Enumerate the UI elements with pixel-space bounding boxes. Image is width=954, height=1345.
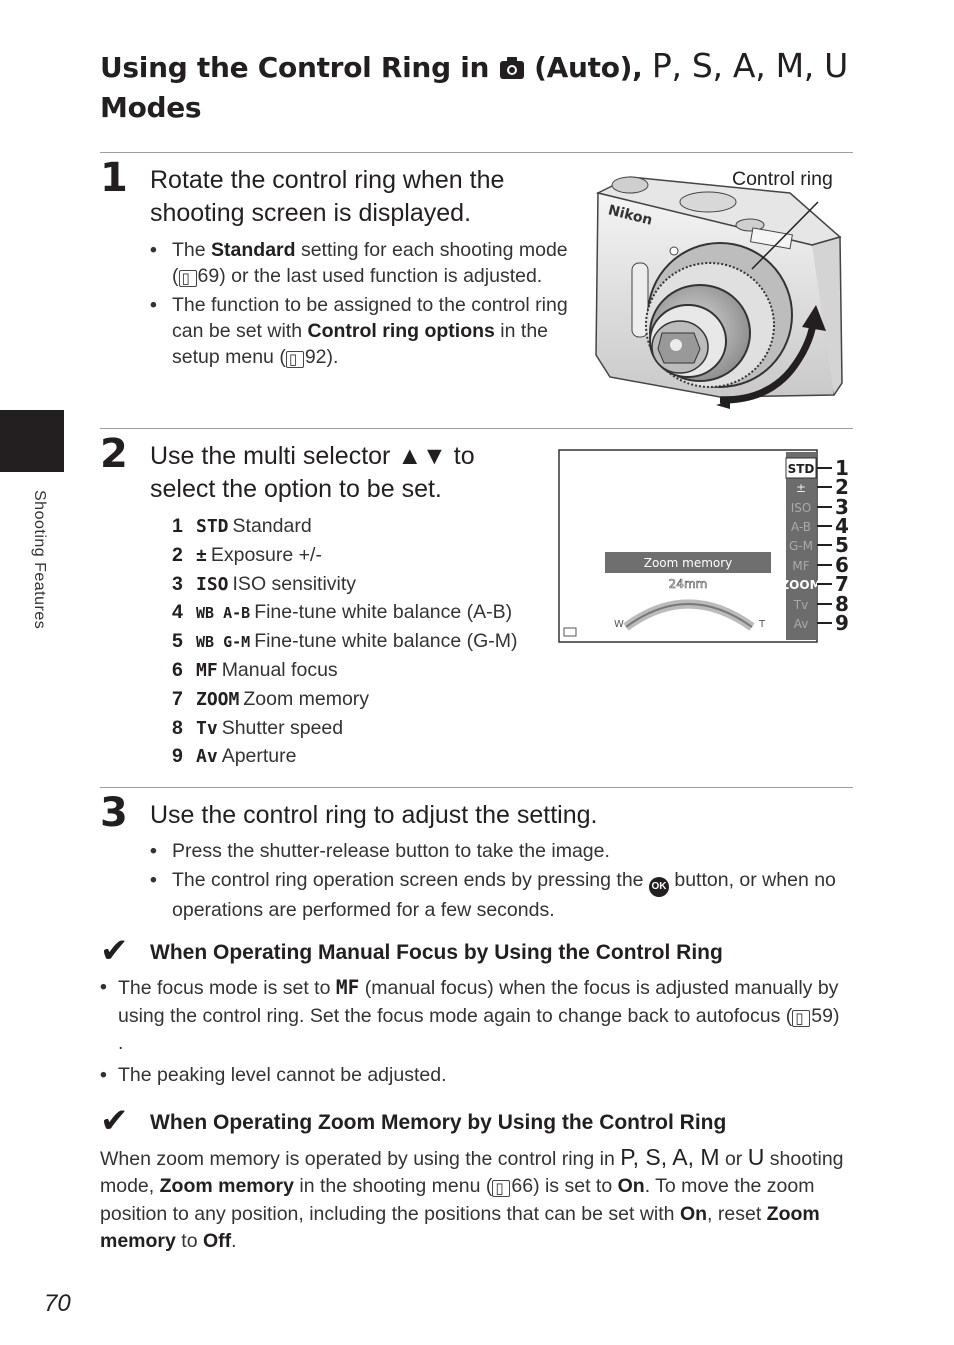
screen-menu-gm: G-M bbox=[789, 539, 813, 553]
av-icon: Av bbox=[196, 746, 218, 768]
step-3-bullets bbox=[150, 838, 850, 926]
tele-label: T bbox=[759, 619, 766, 630]
step-3-heading: Use the control ring to adjust the setting. bbox=[150, 801, 598, 829]
step-2-heading: Use the multi selector ▲▼ to select the option to be set. bbox=[150, 442, 475, 503]
tv-icon: Tv bbox=[196, 717, 218, 739]
step-1-bullets bbox=[150, 237, 570, 373]
wb-ab-icon: WB A-B bbox=[196, 604, 251, 623]
title-prefix: Using the Control Ring in bbox=[100, 51, 490, 84]
list-item: 7 ZOOM Zoom memory bbox=[172, 687, 370, 710]
screen-menu-exposure: ± bbox=[795, 481, 807, 495]
step-number-3: 3 bbox=[100, 790, 128, 836]
wb-gm-icon: WB G-M bbox=[196, 633, 251, 652]
callout-6: 6 bbox=[835, 553, 849, 577]
screen-menu-tv: Tv bbox=[793, 598, 809, 612]
check-note-icon: ✔ bbox=[100, 1101, 129, 1141]
list-item: • The focus mode is set to MF (manual focus) when the focus is adjusted manually by using the control ring. Set the focus mode again to change back to autofocus ( ▯ 59) . bbox=[100, 974, 850, 1058]
note-2-heading: When Operating Zoom Memory by Using the Control Ring bbox=[150, 1111, 727, 1134]
callout-1: 1 bbox=[835, 456, 849, 480]
camera-brand-text: Nikon bbox=[606, 202, 655, 229]
step-number-2: 2 bbox=[100, 431, 128, 477]
callout-4: 4 bbox=[835, 514, 849, 538]
figure-label-control-ring: Control ring bbox=[732, 168, 833, 190]
screen-menu-iso: ISO bbox=[790, 501, 812, 515]
note-2-paragraph: When zoom memory is operated by using the control ring in P, S, A, M or U shooting mode, Zoom memory in the shooting menu ( ▯ 66) is set to On. To move the zoom position to any position, including the positions that can be set with On, reset Zoom memory to Off. bbox=[100, 1144, 844, 1252]
list-item: 2 ± Exposure +/- bbox=[172, 543, 322, 566]
focal-length-readout: 24mm bbox=[668, 577, 708, 591]
camera-illustration bbox=[590, 165, 850, 415]
std-icon: STD bbox=[196, 516, 229, 537]
divider bbox=[100, 428, 853, 429]
exposure-icon: ± bbox=[196, 544, 207, 566]
screen-menu-zoom: ZOOM bbox=[780, 578, 822, 592]
title-line2: Modes bbox=[100, 91, 202, 124]
chapter-label: Shooting Features bbox=[31, 490, 48, 630]
note-1-bullets bbox=[100, 974, 850, 1092]
list-item: 4 WB A-B Fine-tune white balance (A-B) bbox=[172, 601, 513, 624]
callout-2: 2 bbox=[835, 475, 849, 499]
zoom-memory-banner: Zoom memory bbox=[643, 556, 733, 570]
screen-menu-ab: A-B bbox=[790, 520, 812, 534]
title-modes: P, S, A, M, U bbox=[651, 46, 848, 85]
list-item: 8 Tv Shutter speed bbox=[172, 716, 344, 739]
zoom-icon: ZOOM bbox=[196, 688, 240, 710]
book-icon: ▯ bbox=[286, 351, 304, 368]
list-item: 3 ISO ISO sensitivity bbox=[172, 572, 357, 595]
list-item: • Press the shutter-release button to take the image. bbox=[150, 838, 850, 864]
check-note-icon: ✔ bbox=[100, 931, 129, 971]
list-item: 9 Av Aperture bbox=[172, 745, 297, 768]
mode-u: U bbox=[747, 1144, 765, 1170]
callout-5: 5 bbox=[835, 533, 849, 557]
callout-9: 9 bbox=[835, 611, 849, 635]
screen-menu-std: STD bbox=[787, 462, 815, 476]
mf-icon: MF bbox=[196, 659, 218, 681]
mf-icon: MF bbox=[335, 976, 360, 999]
page-number: 70 bbox=[44, 1290, 71, 1317]
auto-mode-camera-icon bbox=[499, 56, 525, 80]
ok-button-icon: OK bbox=[649, 877, 669, 897]
step-number-1: 1 bbox=[100, 155, 128, 201]
list-item: • The control ring operation screen ends by pressing the OK button, or when no operations are performed for a few seconds. bbox=[150, 867, 850, 923]
title-auto: (Auto), bbox=[534, 51, 643, 84]
list-item: • The function to be assigned to the control ring can be set with Control ring options in the setup menu ( ▯ 92). bbox=[150, 292, 570, 370]
book-icon: ▯ bbox=[792, 1010, 810, 1027]
iso-icon: ISO bbox=[196, 573, 229, 595]
screen-menu-av: Av bbox=[793, 617, 809, 631]
option-list bbox=[172, 512, 518, 771]
callout-3: 3 bbox=[835, 495, 849, 519]
list-item: 6 MF Manual focus bbox=[172, 658, 338, 681]
divider bbox=[100, 787, 853, 788]
chapter-tab bbox=[0, 410, 64, 472]
divider bbox=[100, 152, 853, 153]
camera-screen-illustration bbox=[558, 449, 858, 644]
list-item: • The peaking level cannot be adjusted. bbox=[100, 1062, 850, 1090]
list-item: • The Standard setting for each shooting mode ( ▯ 69) or the last used function is adjusted. bbox=[150, 237, 570, 289]
book-icon: ▯ bbox=[492, 1180, 510, 1197]
step-1-heading: Rotate the control ring when the shooting screen is displayed. bbox=[150, 166, 505, 227]
note-1-heading: When Operating Manual Focus by Using the Control Ring bbox=[150, 941, 723, 964]
book-icon: ▯ bbox=[179, 270, 197, 287]
list-item: 1 STD Standard bbox=[172, 515, 312, 537]
wide-label: W bbox=[614, 619, 624, 630]
callout-7: 7 bbox=[835, 572, 849, 596]
mode-letters: P, S, A, M bbox=[620, 1144, 720, 1170]
screen-menu-mf: MF bbox=[792, 559, 810, 573]
list-item: 5 WB G-M Fine-tune white balance (G-M) bbox=[172, 630, 518, 653]
callout-8: 8 bbox=[835, 592, 849, 616]
page-title bbox=[100, 46, 860, 128]
